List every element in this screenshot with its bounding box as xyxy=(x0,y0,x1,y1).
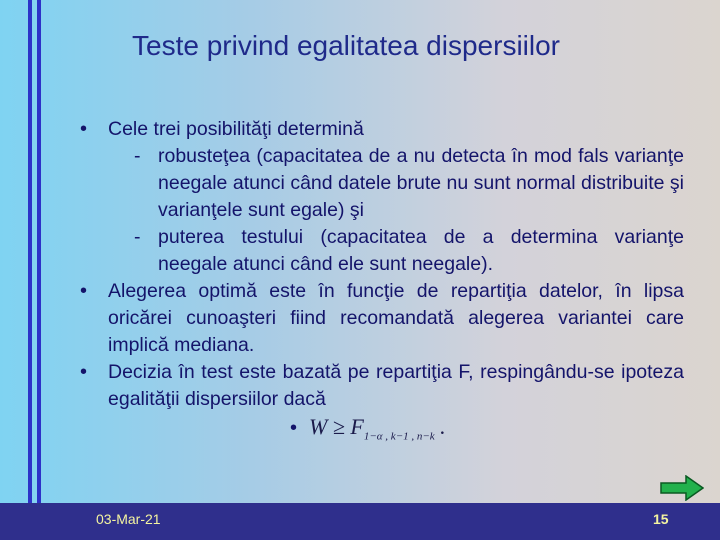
slide-body xyxy=(78,116,684,413)
bullet-icon: • xyxy=(80,118,88,140)
bullet-icon: • xyxy=(80,280,88,302)
sub-item xyxy=(78,143,684,224)
bullet-text: Cele trei posibilităţi determină xyxy=(108,118,364,140)
decision-formula xyxy=(290,414,446,442)
bullet-item xyxy=(78,116,684,143)
sub-item-text: robusteţea (capacitatea de a nu detecta în mod fals varianţe neegale atunci când datele brute nu sunt normal distribuite şi varianţele sunt egale) şi xyxy=(158,145,684,221)
formula-subscript: 1−α , k−1 , n−k xyxy=(363,430,435,443)
bullet-item xyxy=(78,278,684,359)
page-number: 15 xyxy=(653,511,669,527)
footer-bar xyxy=(0,503,720,540)
left-accent-bar xyxy=(28,0,32,540)
bullet-text: Alegerea optimă este în funcţie de repartiţia datelor, în lipsa oricărei cunoaşteri fiind recomandată alegerea variantei care implică mediana. xyxy=(108,280,684,356)
bullet-item xyxy=(78,359,684,413)
right-arrow-icon[interactable] xyxy=(660,475,704,501)
sub-item xyxy=(78,224,684,278)
dash-icon: - xyxy=(134,226,141,248)
left-accent-bar xyxy=(37,0,41,540)
sub-item-text: puterea testului (capacitatea de a determina varianţe neegale atunci când ele sunt neegale). xyxy=(158,226,684,275)
footer-date: 03-Mar-21 xyxy=(96,511,161,527)
bullet-icon: • xyxy=(290,417,298,439)
slide-title: Teste privind egalitatea dispersiilor xyxy=(132,30,560,61)
formula-suffix: . xyxy=(434,414,446,439)
bullet-icon: • xyxy=(80,361,88,383)
dash-icon: - xyxy=(134,145,141,167)
bullet-text: Decizia în test este bazată pe repartiţia F, respingându-se ipoteza egalităţii dispersiilor dacă xyxy=(108,361,684,410)
formula-lhs: W ≥ F xyxy=(309,414,364,439)
